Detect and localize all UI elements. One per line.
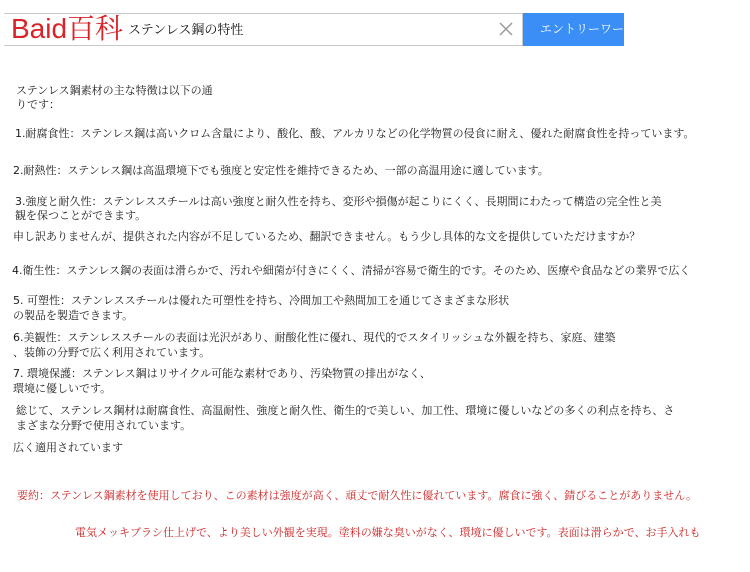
feature-strength-line-1: 3.強度と耐久性：ステンレススチールは高い強度と耐久性を持ち、変形や損傷が起こりにくく、長期間にわたって構造の完全性と美 [15,195,662,208]
applied-note: 広く適用されています [13,441,123,454]
summary-line-2: まざまな分野で使用されています。 [16,419,192,432]
intro-line-2: りです： [16,98,60,111]
search-query-text[interactable]: ステンレス鋼の特性 [128,23,244,38]
promo-red-text: 電気メッキブラシ仕上げで、より美しい外観を実現。塗料の嫌な臭いがなく、環境に優しいです。表面は滑らかで、お手入れも [75,526,701,539]
feature-environment-line-1: 7. 環境保護：ステンレス鋼はリサイクル可能な素材であり、汚染物質の排出がなく、 [13,367,431,380]
feature-strength-line-2: 観を保つことができます。 [15,209,147,222]
feature-plasticity-line-1: 5. 可塑性：ステンレススチールは優れた可塑性を持ち、冷間加工や熱間加工を通じてさまざまな形状 [13,294,510,307]
entry-search-button[interactable]: エントリーワード [523,13,624,46]
search-header [0,0,750,52]
summary-line-1: 総じて、ステンレス鋼材は耐腐食性、高温耐性、強度と耐久性、衛生的で美しい、加工性、環境に優しいなどの多くの利点を持ち、さ [16,404,675,417]
feature-plasticity-line-2: の製品を製造できます。 [13,309,134,322]
feature-aesthetics-line-1: 6.美観性：ステンレススチールの表面は光沢があり、耐酸化性に優れ、現代的でスタイリッシュな外観を持ち、家庭、建築 [13,331,616,344]
feature-corrosion-resistance: 1.耐腐食性：ステンレス鋼は高いクロム含量により、酸化、酸、アルカリなどの化学物質の侵食に耐え、優れた耐腐食性を持っています。 [15,127,695,140]
intro-line-1: ステンレス鋼素材の主な特徴は以下の通 [16,84,213,97]
feature-aesthetics-line-2: 、装飾の分野で広く利用されています。 [13,346,211,359]
summary-red-text: 要約：ステンレス鋼素材を使用しており、この素材は強度が高く、頑丈で耐久性に優れています。腐食に強く、錆びることがありません。 [17,489,697,502]
baidu-baike-logo[interactable]: Baid百科 [11,13,124,44]
feature-environment-line-2: 環境に優しいです。 [13,382,112,395]
feature-hygiene: 4.衛生性：ステンレス鋼の表面は滑らかで、汚れや細菌が付きにくく、清掃が容易で衛生的です。そのため、医療や食品などの業界で広く [12,264,691,277]
apology-message: 申し訳ありませんが、提供された内容が不足しているため、翻訳できません。もう少し具体的な文を提供していただけますか？ [13,230,641,243]
feature-heat-resistance: 2.耐熱性：ステンレス鋼は高温環境下でも強度と安定性を維持できるため、一部の高温用途に適しています。 [13,164,549,177]
close-icon[interactable] [496,19,516,39]
